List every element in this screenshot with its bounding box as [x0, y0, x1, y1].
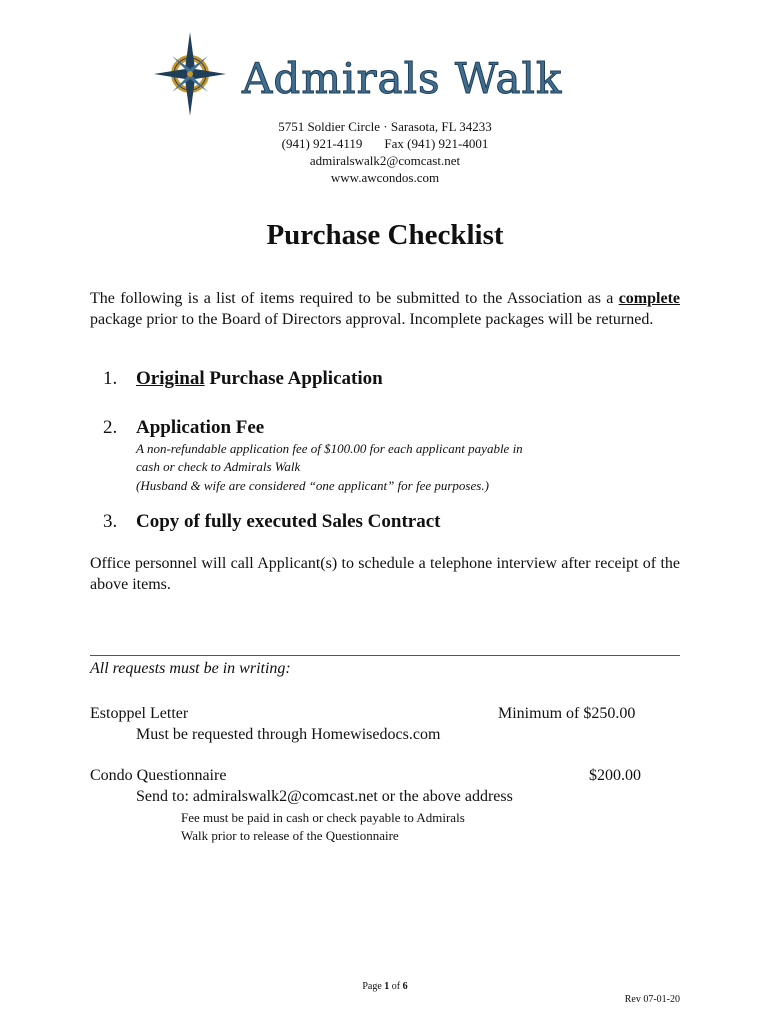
- condo-note: Send to: admiralswalk2@comcast.net or the above address: [136, 788, 513, 805]
- item-label: Copy of fully executed Sales Contract: [136, 511, 441, 532]
- checklist-item-1: [103, 368, 383, 390]
- item-note: A non-refundable application fee of $100.00 for each applicant payable in: [136, 441, 523, 456]
- fax: Fax (941) 921-4001: [384, 136, 489, 151]
- item-number: 2.: [103, 417, 118, 438]
- checklist-item-3: [103, 511, 441, 533]
- address-street: 5751 Soldier Circle · Sarasota, FL 34233: [278, 119, 492, 134]
- intro-text: The following is a list of items required to be submitted to the Association as a: [90, 290, 619, 307]
- estoppel-price: Minimum of $250.00: [498, 705, 636, 722]
- address-phone-line: [0, 135, 770, 152]
- divider: [90, 655, 680, 656]
- condo-label: Condo Questionnaire: [90, 767, 227, 784]
- page-number: [0, 981, 770, 992]
- intro-text-end: package prior to the Board of Directors approval. Incomplete packages will be returned.: [90, 311, 654, 328]
- requests-heading: All requests must be in writing:: [90, 660, 291, 677]
- estoppel-note: Must be requested through Homewisedocs.com: [136, 726, 441, 743]
- page-of: of: [389, 981, 403, 992]
- item-label: Application Fee: [136, 417, 265, 438]
- intro-emphasis: complete: [618, 290, 680, 307]
- logo-text: Admirals Walk: [242, 54, 563, 103]
- page-current: 1: [384, 981, 390, 992]
- condo-fine-print: Fee must be paid in cash or check payable to Admirals: [181, 810, 465, 825]
- page-prefix: Page: [362, 981, 385, 992]
- page-total: 6: [402, 981, 408, 992]
- website: www.awcondos.com: [330, 170, 440, 185]
- checklist-item-2: [103, 417, 264, 439]
- item-note: cash or check to Admirals Walk: [136, 459, 301, 474]
- revision: Rev 07-01-20: [624, 994, 680, 1005]
- condo-price: $200.00: [589, 767, 641, 784]
- item-label: Purchase Application: [204, 368, 383, 389]
- phone: (941) 921-4119: [281, 136, 363, 151]
- item-note: (Husband & wife are considered “one applicant” for fee purposes.): [136, 478, 489, 493]
- item-number: 1.: [103, 368, 118, 389]
- email: admiralswalk2@comcast.net: [309, 153, 461, 168]
- estoppel-label: Estoppel Letter: [90, 705, 189, 722]
- item-number: 3.: [103, 511, 118, 532]
- logo: [150, 28, 563, 120]
- intro-paragraph: [90, 288, 680, 330]
- item-emphasis: Original: [136, 368, 205, 389]
- office-note: Office personnel will call Applicant(s) to schedule a telephone interview after receipt of the above items.: [90, 555, 680, 593]
- condo-fine-print: Walk prior to release of the Questionnaire: [181, 828, 399, 843]
- compass-rose-icon: [150, 28, 242, 120]
- page-title: Purchase Checklist: [266, 219, 504, 251]
